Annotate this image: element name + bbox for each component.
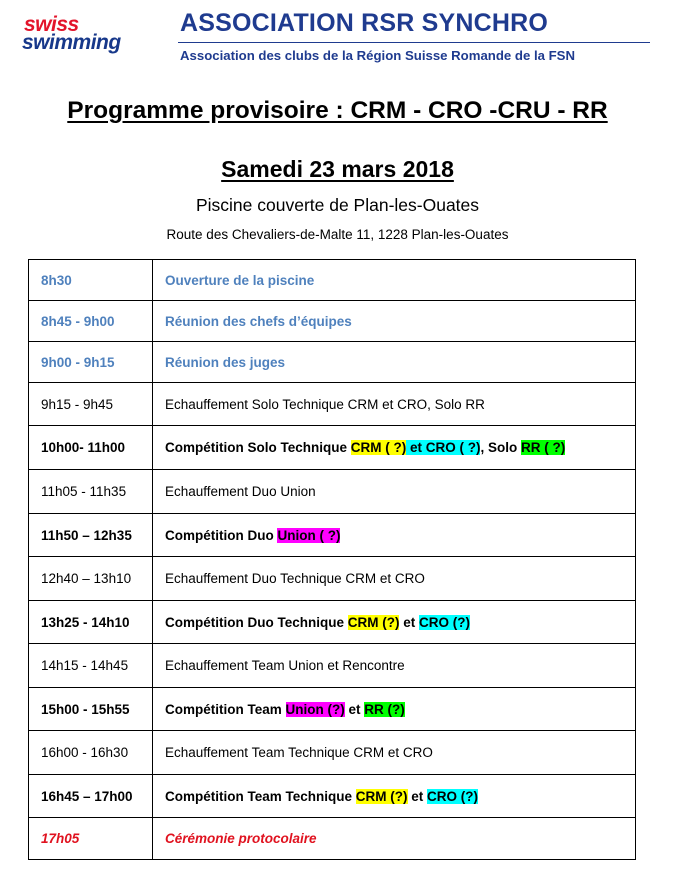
schedule-row xyxy=(29,775,636,818)
highlighted-category: CRM (?) xyxy=(347,614,400,630)
schedule-activity xyxy=(153,775,636,818)
activity-text: Compétition Team xyxy=(165,701,286,717)
highlighted-category: RR ( ?) xyxy=(520,440,566,455)
schedule-activity xyxy=(153,470,636,514)
schedule-activity xyxy=(153,644,636,688)
activity-text: Compétition Team Technique xyxy=(165,788,356,804)
activity-text: et xyxy=(399,614,419,630)
schedule-activity xyxy=(153,301,636,342)
logo-swimming-text: swimming xyxy=(22,31,121,54)
activity-text: Echauffement Duo Technique CRM et CRO xyxy=(165,571,425,586)
schedule-time: 10h00- 11h00 xyxy=(29,426,153,470)
schedule-activity xyxy=(153,818,636,860)
schedule-row xyxy=(29,688,636,731)
highlighted-category: CRO (?) xyxy=(419,614,470,630)
activity-text: et xyxy=(344,701,365,717)
schedule-time: 8h45 - 9h00 xyxy=(29,301,153,342)
logo-swiss-text: swiss xyxy=(24,13,79,36)
schedule-row xyxy=(29,601,636,644)
association-title: ASSOCIATION RSR SYNCHRO xyxy=(180,9,549,37)
highlighted-category: RR (?) xyxy=(364,701,405,717)
schedule-activity xyxy=(153,426,636,470)
highlighted-category: CRM (?) xyxy=(355,788,408,804)
schedule-table xyxy=(28,259,636,860)
schedule-time: 8h30 xyxy=(29,260,153,301)
schedule-time: 14h15 - 14h45 xyxy=(29,644,153,688)
activity-text: Réunion des juges xyxy=(165,354,286,370)
schedule-activity xyxy=(153,601,636,644)
schedule-row xyxy=(29,301,636,342)
activity-text: Echauffement Team Union et Rencontre xyxy=(165,658,405,673)
activity-text: Echauffement Team Technique CRM et CRO xyxy=(165,745,433,760)
schedule-activity xyxy=(153,514,636,557)
schedule-time: 11h50 – 12h35 xyxy=(29,514,153,557)
highlighted-category: CRM ( ?) xyxy=(350,440,407,455)
schedule-activity xyxy=(153,557,636,601)
event-date: Samedi 23 mars 2018 xyxy=(221,156,454,182)
highlighted-category: CRO (?) xyxy=(427,788,479,804)
activity-text: Echauffement Solo Technique CRM et CRO, Solo RR xyxy=(165,396,485,412)
schedule-time: 13h25 - 14h10 xyxy=(29,601,153,644)
schedule-row xyxy=(29,644,636,688)
activity-text: Ouverture de la piscine xyxy=(165,272,315,288)
activity-text: , Solo xyxy=(480,440,521,455)
schedule-time: 16h00 - 16h30 xyxy=(29,731,153,775)
schedule-row xyxy=(29,260,636,301)
schedule-row xyxy=(29,383,636,426)
activity-text: et xyxy=(407,788,428,804)
highlighted-category: et CRO ( ?) xyxy=(406,440,481,455)
schedule-time: 9h15 - 9h45 xyxy=(29,383,153,426)
schedule-time: 12h40 – 13h10 xyxy=(29,557,153,601)
swiss-swimming-logo xyxy=(22,14,162,58)
activity-text: Réunion des chefs d’équipes xyxy=(165,313,352,329)
schedule-time: 9h00 - 9h15 xyxy=(29,342,153,383)
schedule-time: 15h00 - 15h55 xyxy=(29,688,153,731)
schedule-activity xyxy=(153,260,636,301)
venue-address: Route des Chevaliers-de-Malte 11, 1228 Plan-les-Ouates xyxy=(166,227,509,242)
schedule-row xyxy=(29,731,636,775)
activity-text: Compétition Duo xyxy=(165,527,278,543)
activity-text: Echauffement Duo Union xyxy=(165,484,316,499)
schedule-body xyxy=(29,260,636,860)
program-title: Programme provisoire : CRM - CRO -CRU - RR xyxy=(67,97,608,124)
schedule-row xyxy=(29,470,636,514)
venue-name: Piscine couverte de Plan-les-Ouates xyxy=(195,195,480,215)
schedule-activity xyxy=(153,383,636,426)
schedule-activity xyxy=(153,731,636,775)
header-divider xyxy=(178,42,650,43)
schedule-row xyxy=(29,514,636,557)
schedule-row xyxy=(29,426,636,470)
highlighted-category: Union (?) xyxy=(285,701,345,717)
schedule-activity xyxy=(153,688,636,731)
schedule-time: 16h45 – 17h00 xyxy=(29,775,153,818)
schedule-time: 11h05 - 11h35 xyxy=(29,470,153,514)
activity-text: Cérémonie protocolaire xyxy=(165,831,317,846)
schedule-row xyxy=(29,342,636,383)
schedule-row xyxy=(29,557,636,601)
schedule-activity xyxy=(153,342,636,383)
highlighted-category: Union ( ?) xyxy=(277,527,341,543)
schedule-row xyxy=(29,818,636,860)
association-subtitle: Association des clubs de la Région Suisse Romande de la FSN xyxy=(180,48,575,63)
activity-text: Compétition Duo Technique xyxy=(165,614,348,630)
schedule-time: 17h05 xyxy=(29,818,153,860)
activity-text: Compétition Solo Technique xyxy=(165,440,351,455)
